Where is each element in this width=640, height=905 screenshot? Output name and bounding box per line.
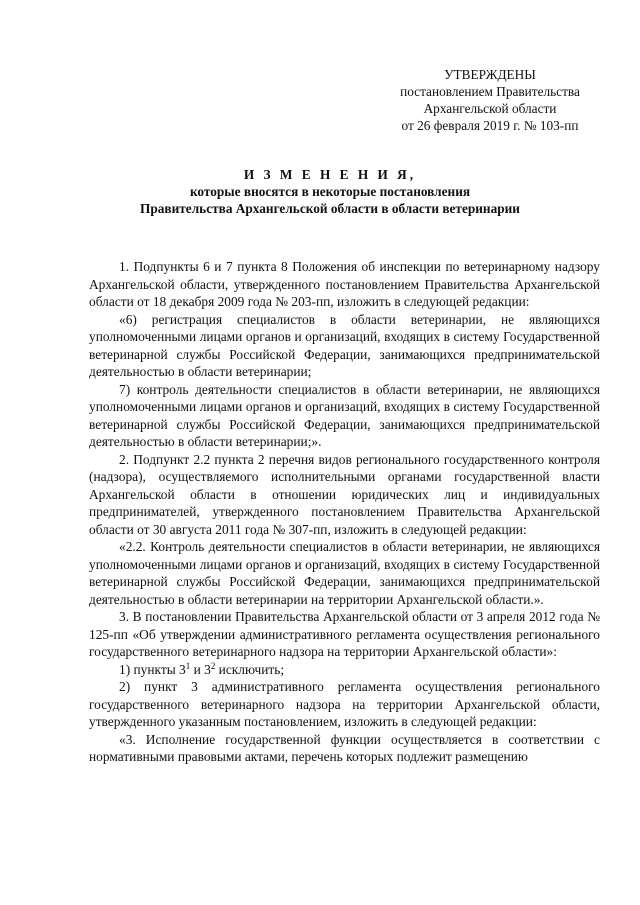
approval-line-region: Архангельской области bbox=[423, 101, 557, 116]
paragraph-9: «3. Исполнение государственной функции осуществляется в соответствии с нормативными правовыми актами, перечень которых подлежит размещению bbox=[89, 731, 600, 764]
approval-stamp bbox=[380, 66, 600, 134]
approval-line-approved: УТВЕРЖДЕНЫ bbox=[444, 67, 536, 82]
paragraph-7-start: 1) пункты 3 bbox=[119, 661, 186, 677]
approval-line-by-resolution: постановлением Правительства bbox=[400, 84, 580, 99]
paragraph-7-end: исключить; bbox=[215, 661, 285, 677]
document-subtitle-line2: Правительства Архангельской области в области ветеринарии bbox=[140, 201, 520, 216]
superscript-1: 1 bbox=[185, 660, 191, 671]
paragraph-6: 3. В постановлении Правительства Архангельской области от 3 апреля 2012 года № 125-пп «Об утверждении административного регламента осуществления регионального государственного ветеринарного надзора на территории Архангельской области»: bbox=[89, 609, 600, 659]
paragraph-7 bbox=[89, 661, 600, 679]
paragraph-5: «2.2. Контроль деятельности специалистов в области ветеринарии, не являющихся уполномоченными лицами органов и организаций, входящих в систему Государственной ветеринарной службы Российской Федерации, занимающихся предпринимательской деятельностью в области ветеринарии на территории Архангельской области.». bbox=[89, 539, 600, 607]
paragraph-8: 2) пункт 3 административного регламента осуществления регионального государственного ветеринарного надзора на территории Архангельской области, утвержденного указанным постановлением, изложить в следующей редакции: bbox=[89, 679, 600, 729]
paragraph-3: 7) контроль деятельности специалистов в области ветеринарии, не являющихся уполномоченными лицами органов и организаций, входящих в систему Государственной ветеринарной службы Российской Федерации, занимающихся предпринимательской деятельностью в области ветеринарии;». bbox=[89, 381, 600, 449]
document-body bbox=[89, 258, 600, 766]
paragraph-1: 1. Подпункты 6 и 7 пункта 8 Положения об инспекции по ветеринарному надзору Архангельской области, утвержденного постановлением Правительства Архангельской области от 18 декабря 2009 года № 203-пп, изложить в следующей редакции: bbox=[89, 259, 600, 309]
document-title: И З М Е Н Е Н И Я, bbox=[243, 167, 417, 182]
document-heading bbox=[60, 166, 600, 217]
paragraph-4: 2. Подпункт 2.2 пункта 2 перечня видов регионального государственного контроля (надзора), осуществляемого исполнительными органами государственной власти Архангельской области в отношении юридических лиц и индивидуальных предпринимателей, утвержденного постановлением Правительства Архангельской области от 30 августа 2011 года № 307-пп, изложить в следующей редакции: bbox=[89, 451, 600, 537]
superscript-2: 2 bbox=[210, 660, 216, 671]
document-subtitle-line1: которые вносятся в некоторые постановления bbox=[189, 184, 471, 199]
paragraph-7-middle: и 3 bbox=[190, 661, 211, 677]
paragraph-2: «6) регистрация специалистов в области ветеринарии, не являющихся уполномоченными лицами органов и организаций, входящих в систему Государственной ветеринарной службы Российской Федерации, занимающихся предпринимательской деятельностью в области ветеринарии; bbox=[89, 311, 600, 379]
approval-line-date-number: от 26 февраля 2019 г. № 103-пп bbox=[401, 118, 579, 133]
